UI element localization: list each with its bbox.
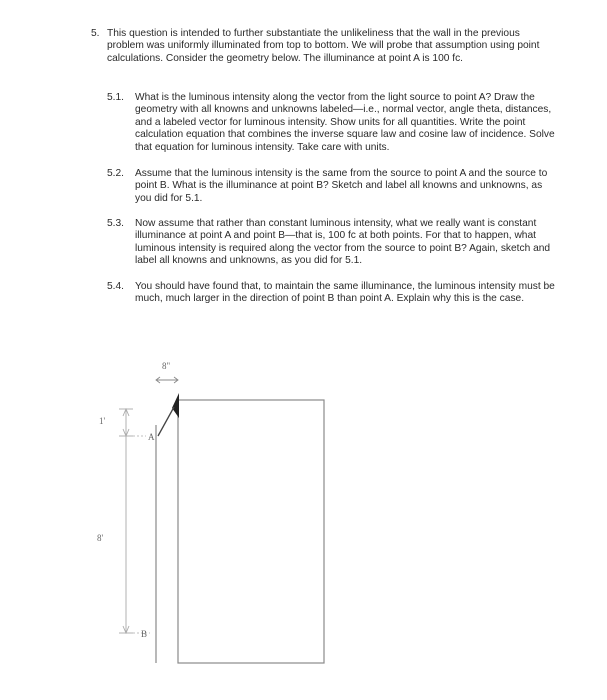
- question-number: 5.: [91, 28, 100, 39]
- point-b-label: B: [141, 629, 148, 639]
- point-a-label: A: [148, 432, 155, 442]
- room-outline: [178, 400, 324, 663]
- subquestion-text: What is the luminous intensity along the vector from the light source to point A? Draw the geometry with all knowns and unknowns labeled—i.e., normal vector, angle theta, distances, and a labeled vector for luminous intensity. Show units for all quantities. Write the point calculation equation that combines the inverse square law and cosine law of incidence. Solve that equation for luminous intensity. Take care with units.: [135, 92, 555, 153]
- subquestion-number: 5.1.: [107, 92, 124, 103]
- light-source-arrow-icon: [172, 393, 179, 418]
- subquestion-text: You should have found that, to maintain the same illuminance, the luminous intensity must be much, much larger in the direction of point B than point A. Explain why this is the case.: [135, 281, 555, 305]
- dim-label-top: 8": [162, 361, 171, 371]
- question-intro-text: This question is intended to further substantiate the unlikeliness that the wall in the previous problem was uniformly illuminated from top to bottom. We will probe that assumption using point calculations. Consider the geometry below. The illuminance at point A is 100 fc.: [107, 28, 540, 64]
- subquestion-number: 5.2.: [107, 168, 124, 179]
- light-ray-line: [158, 407, 174, 436]
- subquestion-text: Now assume that rather than constant luminous intensity, what we really want is constant illuminance at point A and point B—that is, 100 fc at both points. For that to happen, what luminous intensity is required along the vector from the source to point B? Again, sketch and label all knowns and unknowns, as you did for 5.1.: [135, 218, 551, 267]
- dim-label-upper: 1': [99, 416, 106, 426]
- subquestion-number: 5.4.: [107, 281, 124, 292]
- dim-label-lower: 8': [97, 533, 104, 543]
- subquestion-number: 5.3.: [107, 218, 124, 229]
- subquestion-text: Assume that the luminous intensity is the same from the source to point A and the source to point B. What is the illuminance at point B? Sketch and label all knowns and unknowns, as you did for 5.1.: [135, 168, 548, 204]
